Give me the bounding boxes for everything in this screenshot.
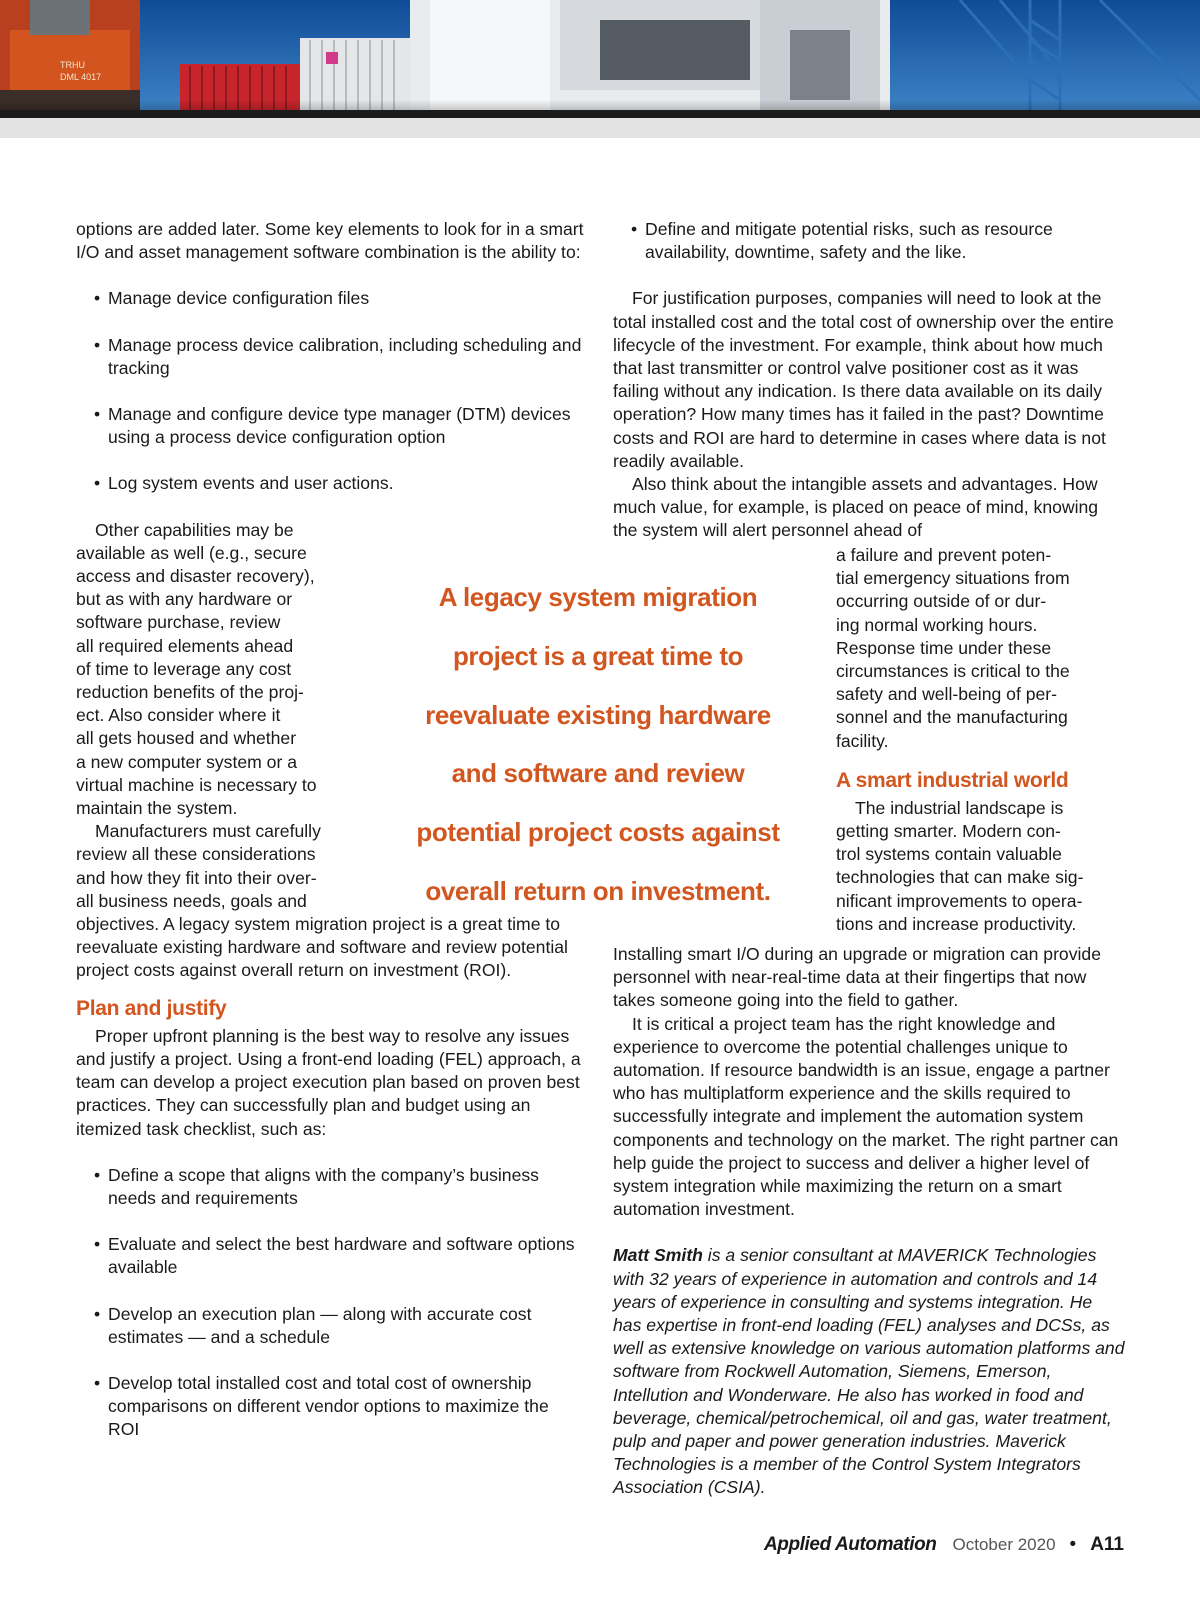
banner-rule — [0, 110, 1200, 118]
text-line: technologies that can make sig- — [836, 867, 1084, 888]
pull-quote — [400, 568, 796, 921]
text-line: getting smarter. Modern con- — [836, 821, 1061, 842]
text-line: sonnel and the manufacturing — [836, 707, 1068, 728]
bullet-icon: • — [94, 404, 101, 425]
text-line: tial emergency situations from — [836, 568, 1070, 589]
bullet-icon: • — [94, 1164, 101, 1185]
list-item: • Define and mitigate potential risks, such as resource availability, downtime, safety and the like. — [631, 219, 1053, 263]
header-photo-banner — [0, 0, 1200, 138]
text-line: tions and increase productivity. — [836, 913, 1077, 934]
text-line: of time to leverage any cost — [76, 658, 292, 679]
text-line: review all these considerations — [76, 844, 316, 865]
bullet-icon: • — [94, 334, 101, 355]
pull-quote-line: reevaluate existing hardware — [425, 699, 771, 730]
smart-io-paragraph: Installing smart I/O during an upgrade or migration can provide personnel with near-real-time data at their fingertips that now takes someone going into the field to gather. — [613, 944, 1101, 1011]
plan-paragraph: Proper upfront planning is the best way to resolve any issues and justify a project. Using a front-end loading (FEL) approach, a team can develop a project execution plan based on proven best practices. They can successfully plan and budget using an itemized task checklist, such as: — [76, 1025, 581, 1139]
text-line: The industrial landscape is — [855, 797, 1064, 818]
pull-quote-line: potential project costs against — [416, 817, 780, 848]
text-line: all required elements ahead — [76, 635, 294, 656]
author-bio — [613, 1244, 1125, 1499]
text-line: available as well (e.g., secure — [76, 542, 307, 563]
bullet-icon: • — [94, 473, 101, 494]
text-line: reduction benefits of the proj- — [76, 682, 304, 703]
list-item: • Evaluate and select the best hardware and software options available — [94, 1234, 575, 1278]
justification-paragraph: For justification purposes, companies will need to look at the total installed cost and the total cost of ownership over the entire lifecycle of the investment. For example, think about how much that last transmitter or control valve positioner cost as it was failing without any indication. Is there data available on its daily operation? How many times has it failed in the past? Downtime costs and ROI are hard to determine in cases where data is not readily available. — [613, 288, 1114, 471]
text-line: maintain the system. — [76, 798, 238, 819]
section-heading-plan: Plan and justify — [76, 996, 227, 1020]
bullet-icon: • — [631, 219, 638, 239]
list-item: • Develop total installed cost and total cost of ownership comparisons on different vendor options to maximize the ROI — [94, 1372, 549, 1440]
text-line: ing normal working hours. — [836, 614, 1038, 635]
text-line: trol systems contain valuable — [836, 844, 1062, 865]
text-line: facility. — [836, 730, 889, 751]
text-line: all business needs, goals and — [76, 890, 307, 911]
right-column-top — [613, 218, 1125, 543]
text-line: circumstances is critical to the — [836, 661, 1070, 682]
roi-paragraph-end: objectives. A legacy system migration project is a great time to reevaluate existing hardware and software and review potential project costs against overall return on investment (ROI). — [76, 914, 568, 981]
critical-paragraph: It is critical a project team has the right knowledge and experience to overcome the potential challenges unique to automation. If resource bandwidth is an issue, engage a partner who has multiplatform experience and the skills required to successfully integrate and implement the automation system components and technology on the market. The right partner can help guide the project to success and deliver a higher level of system integration while maximizing the return on a smart automation investment. — [613, 1013, 1119, 1220]
intro-paragraph: options are added later. Some key elements to look for in a smart I/O and asset management software combination is the ability to: — [76, 219, 584, 263]
list-item: • Log system events and user actions. — [76, 472, 584, 495]
container-label-1: TRHU — [60, 60, 85, 70]
container-label-2: DML 4017 — [60, 72, 102, 82]
pull-quote-line: A legacy system migration — [438, 582, 758, 612]
text-line: virtual machine is necessary to — [76, 774, 317, 795]
text-line: safety and well-being of per- — [836, 684, 1058, 705]
text-line: Response time under these — [836, 637, 1052, 658]
pull-quote-line: overall return on investment. — [425, 875, 771, 906]
right-column-bottom — [613, 943, 1125, 1500]
text-line: nificant improvements to opera- — [836, 890, 1083, 911]
banner-shadow — [0, 118, 1200, 138]
right-column-narrow — [836, 544, 1126, 936]
port-cranes-illustration — [0, 0, 1200, 138]
text-line: ect. Also consider where it — [76, 705, 281, 726]
list-item: • Manage process device calibration, including scheduling and tracking — [94, 334, 582, 378]
footer-separator: • — [1069, 1534, 1077, 1555]
text-line: software purchase, review — [76, 612, 281, 633]
list-item: • Manage device configuration files — [76, 287, 584, 310]
bullet-icon: • — [94, 1234, 101, 1255]
issue-date: October 2020 — [952, 1535, 1056, 1554]
list-item: • Develop an execution plan — along with accurate cost estimates — and a schedule — [94, 1303, 532, 1347]
text-line: occurring outside of or dur- — [836, 591, 1047, 612]
section-heading-smart: A smart industrial world — [836, 768, 1069, 792]
bullet-icon: • — [94, 1303, 101, 1324]
text-line: a failure and prevent poten- — [836, 545, 1052, 565]
publication-name: Applied Automation — [763, 1534, 937, 1555]
text-line: Manufacturers must carefully — [95, 821, 321, 842]
bullet-icon: • — [94, 1372, 101, 1393]
text-line: a new computer system or a — [76, 751, 297, 772]
bullet-icon: • — [94, 288, 101, 309]
intangible-paragraph: Also think about the intangible assets and advantages. How much value, for example, is placed on peace of mind, knowing the system will alert personnel ahead of — [613, 474, 1099, 541]
pull-quote-line: project is a great time to — [452, 640, 744, 671]
text-line: Other capabilities may be — [95, 519, 294, 540]
author-bio-text: is a senior consultant at MAVERICK Technologies with 32 years of experience in automation and controls and 14 years of experience in consulting and systems integration. He has expertise in front-end loading (FEL) analyses and DCSs, as well as extensive knowledge on various automation platforms and software from Rockwell Automation, Siemens, Emerson, Intellution and Wonderware. He also has worked in food and beverage, chemical/petrochemical, oil and gas, water treatment, pulp and paper and power generation industries. Maverick Technologies is a member of the Control System Integrators Association (CSIA). — [613, 1245, 1125, 1498]
list-item: • Manage and configure device type manager (DTM) devices using a process device configuration option — [94, 404, 571, 448]
text-line: access and disaster recovery), — [76, 566, 315, 587]
checklist — [76, 1164, 584, 1442]
author-name: Matt Smith — [613, 1245, 703, 1266]
text-line: all gets housed and whether — [76, 728, 297, 749]
capabilities-list — [76, 287, 584, 495]
pull-quote-line: and software and review — [451, 758, 745, 789]
list-item: • Define a scope that aligns with the company’s business needs and requirements — [94, 1164, 539, 1208]
page-footer — [760, 1534, 1124, 1562]
page-number: A11 — [1090, 1534, 1124, 1555]
text-line: but as with any hardware or — [76, 589, 293, 610]
text-line: and how they fit into their over- — [76, 867, 317, 888]
